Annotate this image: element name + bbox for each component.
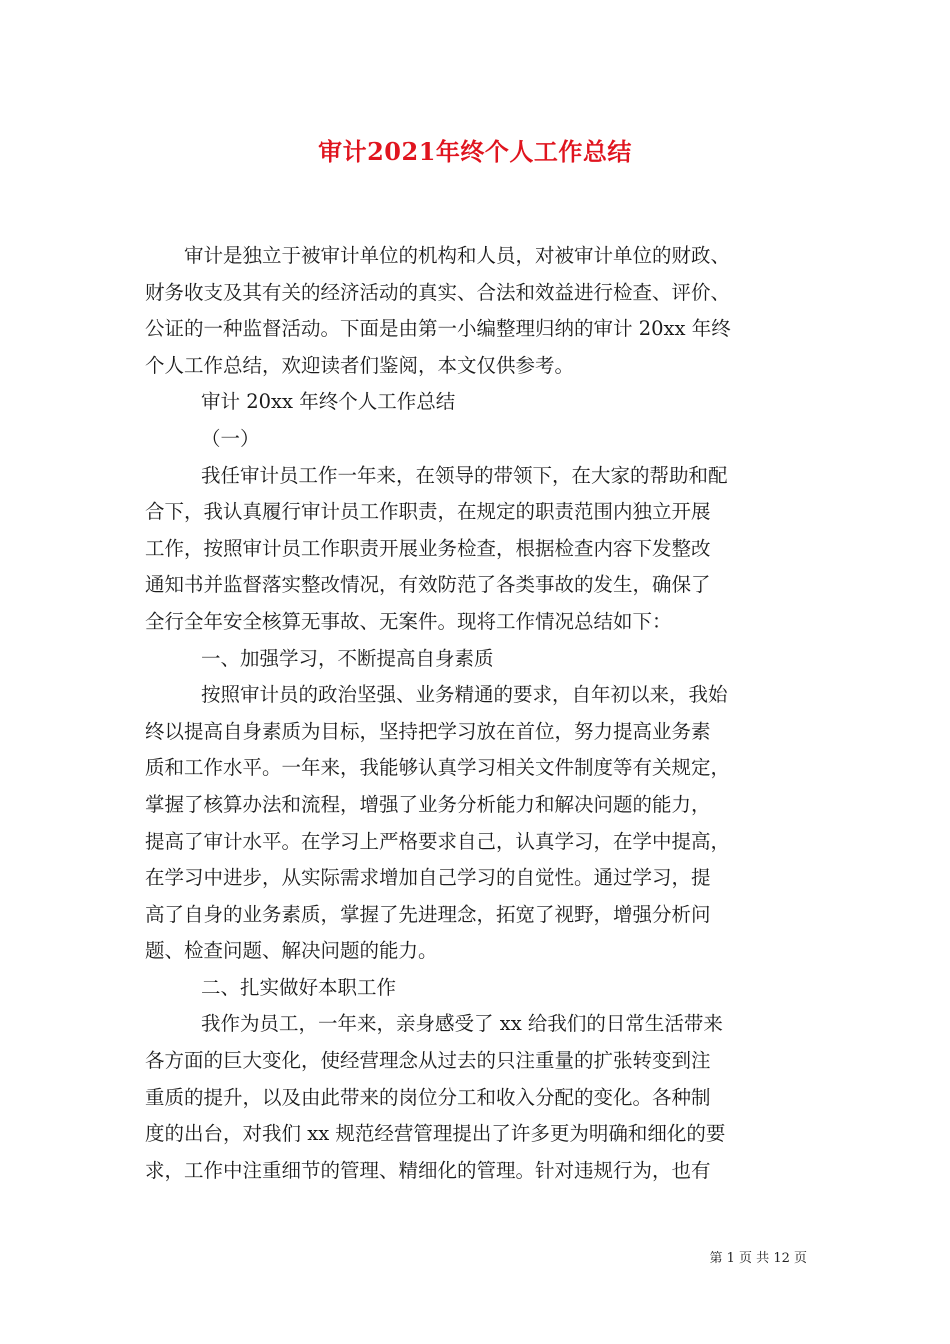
paragraph-line: 财务收支及其有关的经济活动的真实、合法和效益进行检查、评价、 — [145, 280, 731, 304]
paragraph-line: 质和工作水平。一年来，我能够认真学习相关文件制度等有关规定， — [145, 756, 731, 780]
paragraph-line: 按照审计员的政治坚强、业务精通的要求，自年初以来，我始 — [201, 683, 728, 707]
paragraph-line: 合下，我认真履行审计员工作职责，在规定的职责范围内独立开展 — [145, 500, 711, 524]
paragraph-line: 各方面的巨大变化，使经营理念从过去的只注重量的扩张转变到注 — [145, 1049, 711, 1073]
paragraph-line: 通知书并监督落实整改情况，有效防范了各类事故的发生，确保了 — [145, 573, 711, 597]
paragraph-line: 工作，按照审计员工作职责开展业务检查，根据检查内容下发整改 — [145, 536, 711, 560]
paragraph-line: 我作为员工，一年来，亲身感受了 xx 给我们的日常生活带来 — [201, 1012, 723, 1036]
paragraph-line: 公证的一种监督活动。下面是由第一小编整理归纳的审计 20xx 年终 — [145, 317, 731, 341]
section-heading: 一、加强学习，不断提高自身素质 — [201, 646, 494, 670]
document-title: 审计2021年终个人工作总结 — [318, 137, 632, 166]
paragraph-line: 个人工作总结，欢迎读者们鉴阅，本文仅供参考。 — [145, 353, 575, 377]
paragraph-line: 高了自身的业务素质，掌握了先进理念，拓宽了视野，增强分析问 — [145, 902, 711, 926]
paragraph-line: 求，工作中注重细节的管理、精细化的管理。针对违规行为，也有 — [145, 1158, 711, 1182]
subtitle-line: 审计 20xx 年终个人工作总结 — [201, 390, 456, 414]
section-heading: 二、扎实做好本职工作 — [201, 975, 397, 999]
paragraph-line: 终以提高自身素质为目标，坚持把学习放在首位，努力提高业务素 — [145, 719, 711, 743]
paragraph-line: 全行全年安全核算无事故、无案件。现将工作情况总结如下： — [145, 609, 672, 633]
paragraph-line: 题、检查问题、解决问题的能力。 — [145, 939, 438, 963]
paragraph-line: 审计是独立于被审计单位的机构和人员，对被审计单位的财政、 — [184, 244, 731, 267]
paragraph-line: 我任审计员工作一年来，在领导的带领下，在大家的帮助和配 — [201, 463, 728, 487]
paragraph-line: 度的出台，对我们 xx 规范经营管理提出了许多更为明确和细化的要 — [145, 1122, 726, 1146]
document-body — [145, 238, 805, 1189]
paragraph-line: 掌握了核算办法和流程，增强了业务分析能力和解决问题的能力， — [145, 792, 711, 816]
paragraph-line: 提高了审计水平。在学习上严格要求自己，认真学习，在学中提高， — [145, 829, 731, 853]
page-number-footer: 第 1 页 共 12 页 — [709, 1251, 807, 1266]
paragraph-line: 重质的提升，以及由此带来的岗位分工和收入分配的变化。各种制 — [145, 1085, 711, 1109]
section-number: （一） — [201, 426, 260, 450]
paragraph-line: 在学习中进步，从实际需求增加自己学习的自觉性。通过学习，提 — [145, 866, 711, 890]
